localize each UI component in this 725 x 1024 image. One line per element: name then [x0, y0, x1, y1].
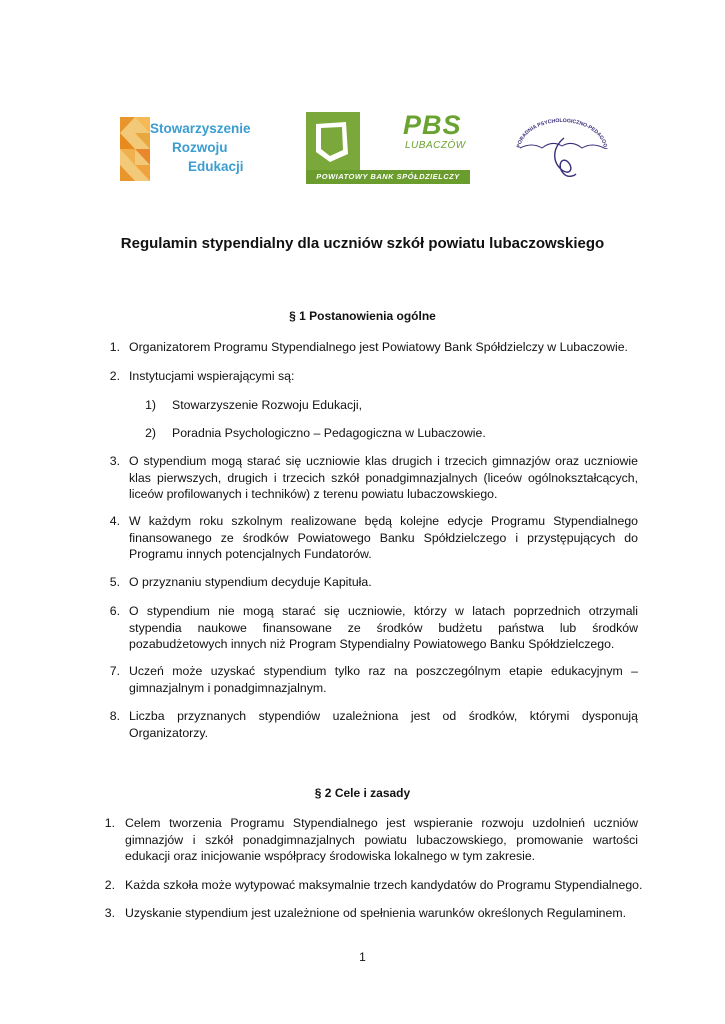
section1-item-number: 7. — [109, 664, 120, 678]
section2-item-text-line: gimnazjów i szkół ponadgimnazjalnych powiatu lubaczowskiego, promowanie wartości — [125, 832, 638, 847]
section1-item-text-line: O przyznaniu stypendium decyduje Kapituła. — [129, 575, 372, 589]
section1-item-number: 2. — [109, 369, 120, 383]
sre-triangles-icon — [120, 117, 150, 181]
section1-item-text-line: klas pierwszych, drugich i trzecich szkół ponadgimnazjalnych (liceów ogólnokształcących, — [129, 470, 638, 485]
section1-item-text-line: O stypendium mogą starać się uczniowie klas drugich i trzecich gimnazjów oraz uczniowie — [129, 454, 638, 468]
section1-item-text-line: stypendia naukowe finansowane ze środków budżetu państwa lub środków — [129, 620, 638, 635]
pbs-logo-subtitle: LUBACZÓW — [405, 140, 466, 151]
sre-logo-line2: Rozwoju — [172, 140, 228, 155]
section2-item-number: 2. — [104, 878, 115, 892]
section1-item-text-line: Poradnia Psychologiczno – Pedagogiczna w Lubaczowie. — [172, 426, 486, 440]
pbs-emblem-icon — [306, 112, 360, 170]
pbs-logo — [306, 112, 470, 184]
section2-item-number: 3. — [104, 906, 115, 920]
section2-item-text-line: Każda szkoła może wytypować maksymalnie trzech kandydatów do Programu Stypendialnego. — [125, 878, 643, 892]
section1-item-text-line: finansowanego ze środków Powiatowego Banku Spółdzielczego i przystępujących do — [129, 530, 638, 545]
poradnia-arc-text: PORADNIA PSYCHOLOGICZNO-PEDAGOGI — [516, 118, 608, 150]
section1-item-text-line: liceów profilowanych i techników) z terenu powiatu lubaczowskiego. — [129, 487, 498, 501]
sre-logo-line1: Stowarzyszenie — [150, 121, 251, 136]
section1-item-number: 6. — [109, 604, 120, 618]
section1-item-text-line: Uczeń może uzyskać stypendium tylko raz na poszczególnym etapie edukacyjnym – — [129, 664, 638, 678]
poradnia-logo — [512, 118, 612, 182]
section1-item-text-line: Organizatorem Programu Stypendialnego jest Powiatowy Bank Spółdzielczy w Lubaczowie. — [129, 340, 628, 354]
pbs-logo-bar: POWIATOWY BANK SPÓŁDZIELCZY — [306, 170, 470, 184]
section1-item-number: 5. — [109, 575, 120, 589]
section1-item-text-line: Programu innych potencjalnych Fundatorów. — [129, 547, 372, 561]
pbs-logo-title: PBS — [403, 110, 462, 140]
sre-logo-line3: Edukacji — [188, 159, 244, 174]
section1-item-text-line: Instytucjami wspierającymi są: — [129, 369, 295, 383]
sre-logo — [120, 117, 262, 181]
section2-item-number: 1. — [104, 816, 115, 830]
section2-item-text-line: Uzyskanie stypendium jest uzależnione od spełnienia warunków określonych Regulaminem. — [125, 906, 627, 920]
section1-item-text-line: Liczba przyznanych stypendiów uzależniona jest od środków, którymi dysponują — [129, 709, 638, 723]
section1-item-text-line: gimnazjalnym i ponadgimnazjalnym. — [129, 680, 327, 695]
section1-item-text-line: Stowarzyszenie Rozwoju Edukacji, — [172, 398, 363, 412]
document-title: Regulamin stypendialny dla uczniów szkół powiatu lubaczowskiego — [120, 235, 605, 252]
section1-item-text-line: W każdym roku szkolnym realizowane będą kolejne edycje Programu Stypendialnego — [129, 514, 638, 528]
section1-item-number: 3. — [109, 454, 120, 468]
section2-item-text-line: Celem tworzenia Programu Stypendialnego jest wspieranie rozwoju uzdolnień uczniów — [125, 816, 638, 830]
section1-item-number: 8. — [109, 709, 120, 723]
section1-item-text-line: Organizatorzy. — [129, 725, 209, 740]
section2-item-text-line: edukacji oraz inicjowanie współpracy środowiska lokalnego w tym zakresie. — [125, 849, 536, 863]
section-1-heading: § 1 Postanowienia ogólne — [289, 309, 436, 323]
section1-item-number: 4. — [109, 514, 120, 528]
section1-item-text-line: O stypendium nie mogą starać się uczniowie, którzy w latach poprzednich otrzymali — [129, 604, 638, 618]
section1-item-text-line: pozabudżetowych innych niż Program Stypendialny Powiatowego Banku Spółdzielczego. — [129, 637, 615, 651]
section1-item-number: 2) — [145, 426, 156, 440]
section-2-heading: § 2 Cele i zasady — [314, 786, 411, 800]
section1-item-number: 1. — [109, 340, 120, 354]
page-number: 1 — [359, 950, 366, 964]
section1-item-number: 1) — [145, 398, 156, 412]
